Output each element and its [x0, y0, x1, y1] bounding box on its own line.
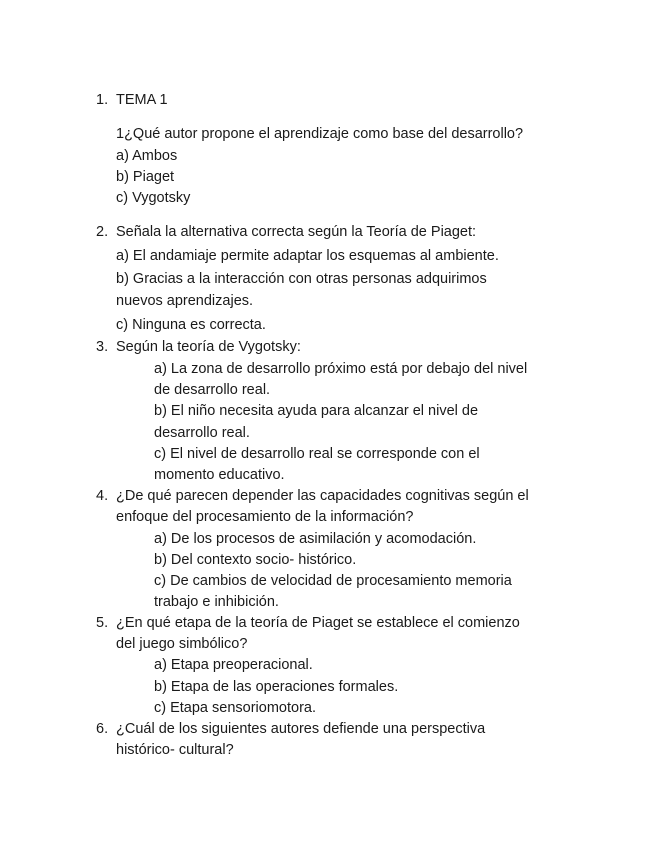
option-text: desarrollo real.	[154, 425, 250, 441]
question-text: ¿En qué etapa de la teoría de Piaget se establece el comienzo	[116, 615, 520, 631]
question-text: Señala la alternativa correcta según la Teoría de Piaget:	[116, 224, 477, 240]
list-number: 5.	[96, 615, 109, 631]
list-number: 2.	[96, 224, 109, 240]
option-text: a) Ambos	[116, 148, 178, 164]
list-number: 6.	[96, 721, 109, 737]
question-text: Según la teoría de Vygotsky:	[116, 339, 301, 355]
question-text: ¿De qué parecen depender las capacidades cognitivas según el	[116, 488, 529, 504]
option-text: a) De los procesos de asimilación y acomodación.	[154, 531, 477, 547]
option-text: b) Gracias a la interacción con otras personas adquirimos	[116, 271, 487, 287]
option-text: a) El andamiaje permite adaptar los esquemas al ambiente.	[116, 248, 499, 264]
option-text: nuevos aprendizajes.	[116, 293, 254, 309]
question-text: 1¿Qué autor propone el aprendizaje como base del desarrollo?	[116, 126, 524, 142]
list-number: 1.	[96, 92, 109, 108]
question-text: enfoque del procesamiento de la información?	[116, 509, 414, 525]
option-text: a) La zona de desarrollo próximo está por debajo del nivel	[154, 361, 528, 377]
list-number: 4.	[96, 488, 109, 504]
option-text: b) El niño necesita ayuda para alcanzar el nivel de	[154, 403, 479, 419]
option-text: b) Del contexto socio- histórico.	[154, 552, 357, 568]
option-text: b) Piaget	[116, 169, 175, 185]
option-text: a) Etapa preoperacional.	[154, 657, 313, 673]
section-title: TEMA 1	[116, 92, 168, 108]
option-text: c) Ninguna es correcta.	[116, 317, 266, 333]
question-text: del juego simbólico?	[116, 636, 248, 652]
option-text: c) Etapa sensoriomotora.	[154, 700, 316, 716]
option-text: c) El nivel de desarrollo real se corresponde con el	[154, 446, 480, 462]
option-text: b) Etapa de las operaciones formales.	[154, 679, 399, 695]
question-text: ¿Cuál de los siguientes autores defiende una perspectiva	[116, 721, 486, 737]
option-text: c) Vygotsky	[116, 190, 191, 206]
option-text: trabajo e inhibición.	[154, 594, 279, 610]
option-text: momento educativo.	[154, 467, 285, 483]
option-text: de desarrollo real.	[154, 382, 271, 398]
question-text: histórico- cultural?	[116, 742, 234, 758]
option-text: c) De cambios de velocidad de procesamiento memoria	[154, 573, 512, 589]
list-number: 3.	[96, 339, 109, 355]
